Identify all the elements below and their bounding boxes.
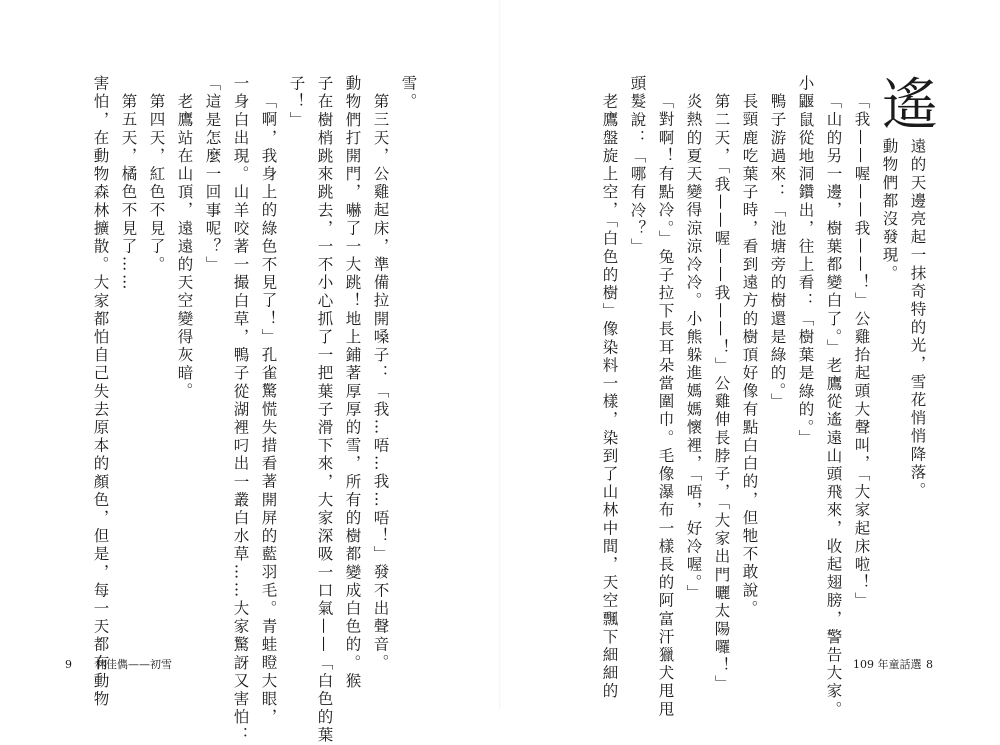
text-column: 「我——喔——我——！」公雞抬起頭大聲叫，「大家起床啦！」 [852,93,871,611]
text-column: 動物們打開門，嚇了一大跳！地上鋪著厚厚的雪，所有的樹都變成白色的。猴 [343,75,362,691]
text-column: 「山的另一邊，樹葉都變白了。」老鷹從遙遠山頭飛來，收起翅膀，警告大家。 [824,93,843,719]
text-column: 鴨子游過來：「池塘旁的樹還是綠的。」 [768,93,787,412]
text-column: 老鷹盤旋上空，「白色的樹」像染料一樣，染到了山林中間，天空飄下細細的 [600,93,619,701]
text-column: 長頸鹿吃葉子時，看到遠方的樹頂好像有點白白的，但牠不敢說。 [740,93,759,618]
drop-cap: 遙 [882,73,938,138]
text-column: 動物們都沒發現。 [880,138,899,283]
running-title: 林佳儁——初雪 [95,658,172,671]
text-column: 第三天，公雞起床，準備拉開嗓子：「我…唔…我…唔！」發不出聲音。 [371,93,390,673]
text-column: 第五天，橘色不見了…… [119,93,138,293]
text-column: 子在樹梢跳來跳去，一不小心抓了一把葉子滑下來，大家深吸一口氣——「白色的葉 [315,75,334,745]
text-column: 遠的天邊亮起一抹奇特的光，雪花悄悄降落。 [908,138,927,500]
page-gutter [499,0,501,709]
text-column: 第四天，紅色不見了。 [147,93,166,274]
text-column: 子！」 [287,75,306,130]
text-column: 「啊，我身上的綠色不見了！」孔雀驚慌失措看著開屏的藍羽毛。青蛙瞪大眼， [259,93,278,727]
page-number: 9 [65,658,72,671]
text-column: 頭髮說：「哪有冷？」 [628,75,647,256]
text-column: 雪。 [399,75,418,112]
running-title: 109 年童話選 [853,658,922,671]
text-column: 老鷹站在山頂，遠遠的天空變得灰暗。 [175,93,194,401]
text-column: 第二天，「我——喔——我——！」公雞伸長脖子，「大家出門曬太陽囉！」 [712,93,731,693]
text-column: 「對啊！有點冷。」兔子拉下長耳朵當圍巾。毛像瀑布一樣長的阿富汗獵犬甩甩 [656,93,675,719]
text-column: 一身白出現。山羊咬著一撮白草，鴨子從湖裡叼出一叢白水草……大家驚訝又害怕： [231,75,250,745]
text-column: 炎熱的夏天變得涼涼冷冷。小熊躲進媽媽懷裡，「唔，好冷喔。」 [684,93,703,603]
text-column: 「這是怎麼一回事呢？」 [203,75,222,275]
text-column: 害怕，在動物森林擴散。大家都怕自己失去原本的顏色，但是，每一天都有動物 [91,75,110,709]
page-number: 8 [926,658,933,671]
text-column: 小鼴鼠從地洞鑽出，往上看：「樹葉是綠的。」 [796,75,815,448]
